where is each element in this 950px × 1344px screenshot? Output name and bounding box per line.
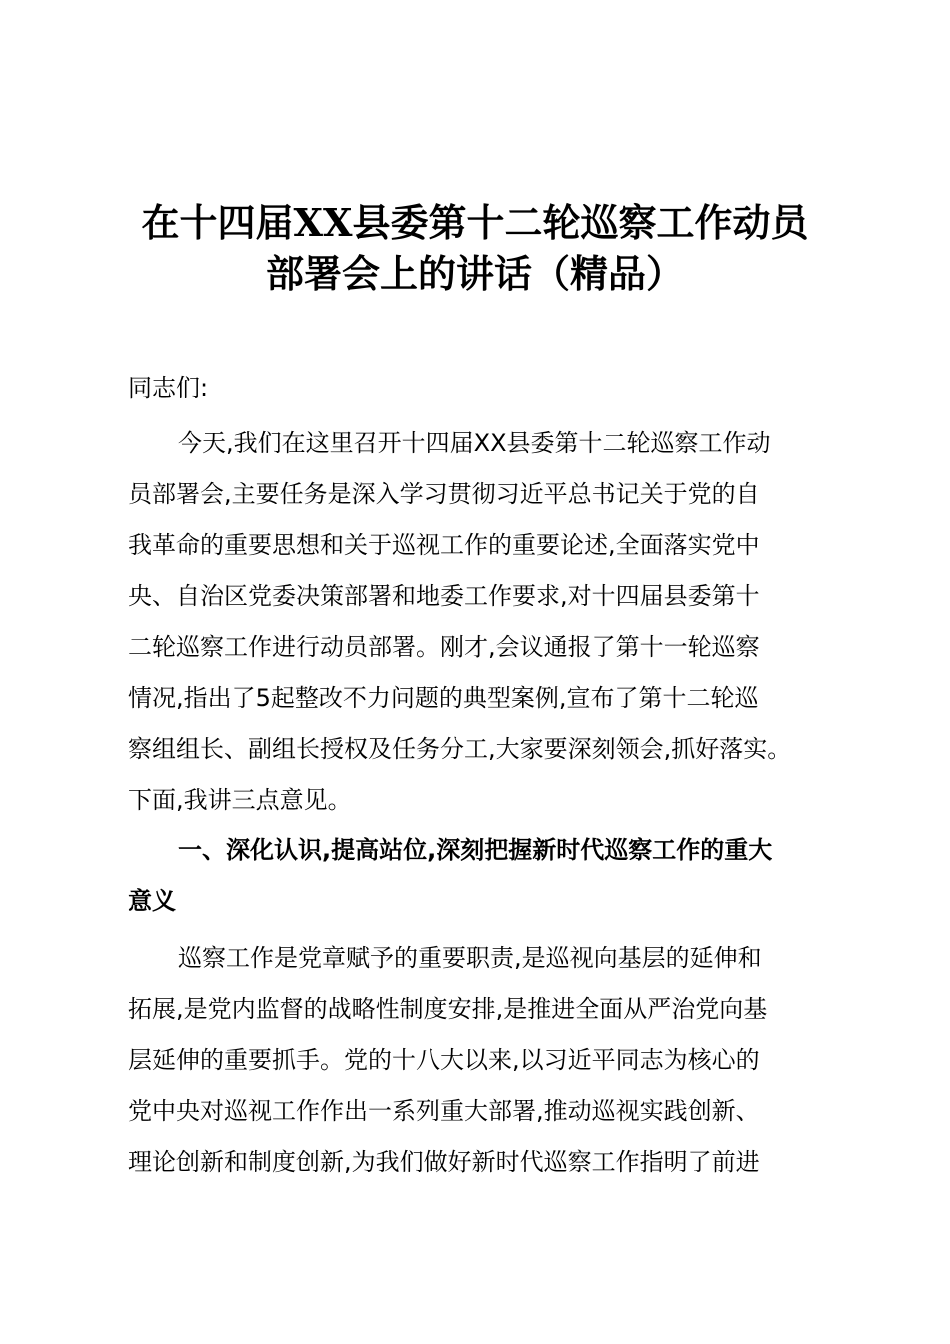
paragraph-line: 二轮巡察工作进行动员部署。刚才,会议通报了第十一轮巡察	[128, 633, 760, 661]
paragraph-2	[128, 933, 828, 1188]
paragraph-line: 巡察工作是党章赋予的重要职责,是巡视向基层的延伸和	[178, 944, 762, 972]
paragraph-line: 央、自治区党委决策部署和地委工作要求,对十四届县委第十	[128, 582, 760, 610]
paragraph-line: 情况,指出了5起整改不力问题的典型案例,宣布了第十二轮巡	[128, 684, 759, 712]
section-heading-line: 一、深化认识,提高站位,深刻把握新时代巡察工作的重大	[178, 836, 773, 864]
paragraph-line: 层延伸的重要抓手。党的十八大以来,以习近平同志为核心的	[128, 1046, 760, 1074]
paragraph-line: 今天,我们在这里召开十四届XX县委第十二轮巡察工作动	[178, 429, 771, 457]
paragraph-line: 员部署会,主要任务是深入学习贯彻习近平总书记关于党的自	[128, 480, 760, 508]
greeting	[128, 363, 828, 414]
paragraph-line: 理论创新和制度创新,为我们做好新时代巡察工作指明了前进	[128, 1148, 760, 1176]
paragraph-line: 我革命的重要思想和关于巡视工作的重要论述,全面落实党中	[128, 531, 760, 559]
greeting-text: 同志们:	[128, 374, 209, 402]
paragraph-line: 下面,我讲三点意见。	[128, 786, 352, 814]
paragraph-line: 察组组长、副组长授权及任务分工,大家要深刻领会,抓好落实。	[128, 735, 792, 763]
document-title-line-2: 部署会上的讲话（精品）	[265, 251, 684, 296]
section-heading-line: 意义	[128, 887, 176, 915]
paragraph-line: 党中央对巡视工作作出一系列重大部署,推动巡视实践创新、	[128, 1097, 760, 1125]
section-heading-1	[128, 825, 828, 927]
paragraph-1	[128, 418, 828, 826]
paragraph-line: 拓展,是党内监督的战略性制度安排,是推进全面从严治党向基	[128, 995, 768, 1023]
document-title-line-1: 在十四届XX县委第十二轮巡察工作动员	[141, 200, 809, 245]
